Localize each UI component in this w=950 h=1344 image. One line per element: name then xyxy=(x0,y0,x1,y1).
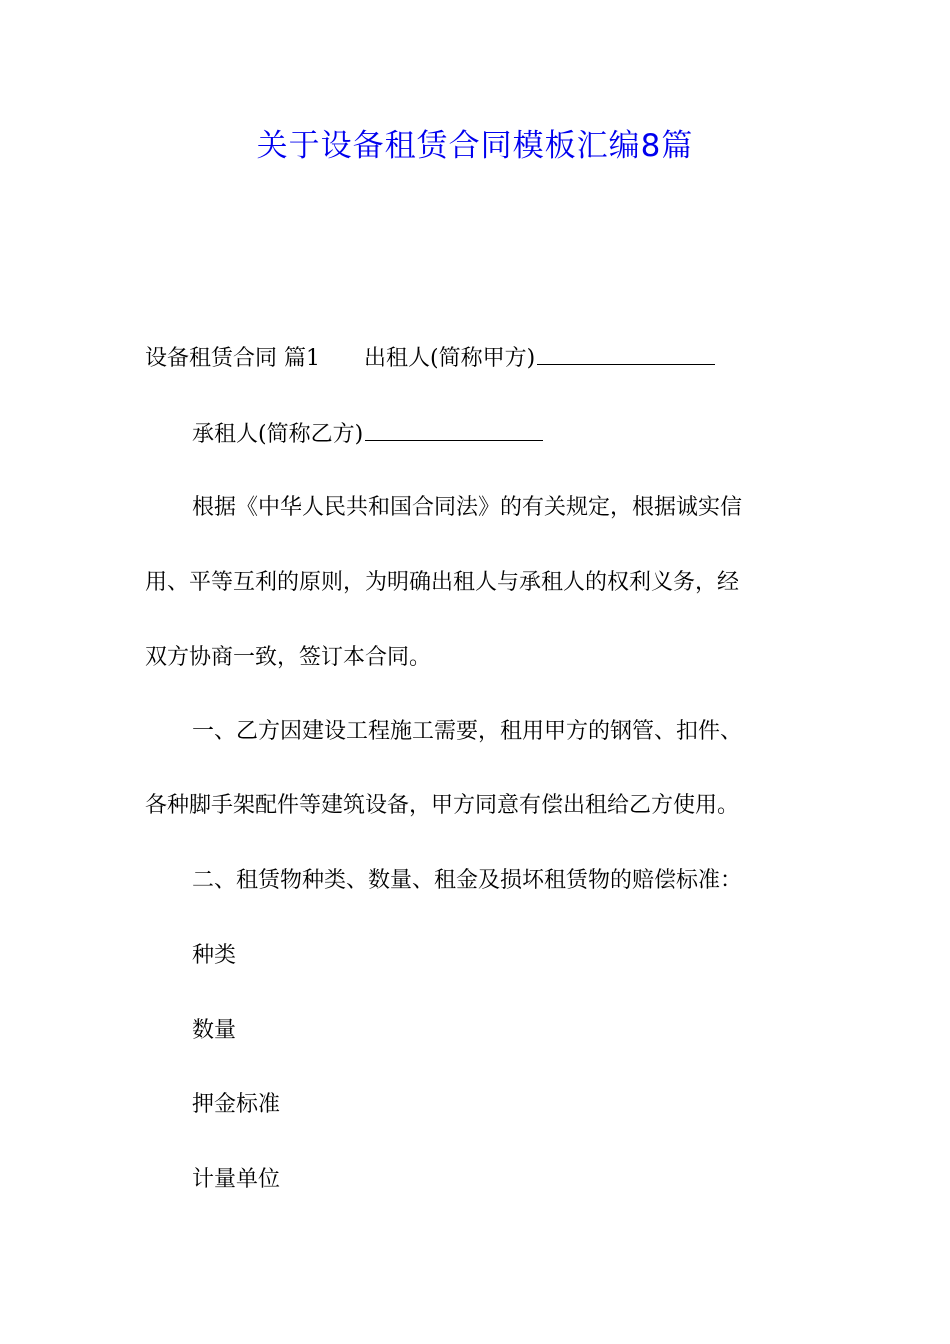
lessor-label: 出租人(简称甲方) xyxy=(364,346,536,371)
lessee-blank xyxy=(365,420,543,441)
list-item: 押金标准 xyxy=(192,1092,281,1117)
heading-line xyxy=(145,344,815,374)
paragraph-line: 二、租赁物种类、数量、租金及损坏租赁物的赔偿标准： xyxy=(192,868,743,893)
contract-heading: 设备租赁合同 篇1 xyxy=(145,346,320,371)
list-item: 种类 xyxy=(192,943,237,968)
paragraph-line: 一、乙方因建设工程施工需要，租用甲方的钢管、扣件、 xyxy=(192,719,743,744)
list-item: 计量单位 xyxy=(192,1167,281,1192)
paragraph-line: 根据《中华人民共和国合同法》的有关规定，根据诚实信 xyxy=(192,495,743,520)
lessor-blank xyxy=(537,344,715,365)
lessee-line xyxy=(192,420,862,450)
document-title: 关于设备租赁合同模板汇编8篇 xyxy=(256,128,694,164)
paragraph-line: 双方协商一致，签订本合同。 xyxy=(145,645,432,670)
paragraph-line: 用、平等互利的原则，为明确出租人与承租人的权利义务，经 xyxy=(145,570,740,595)
paragraph-line: 各种脚手架配件等建筑设备，甲方同意有偿出租给乙方使用。 xyxy=(145,793,740,818)
lessee-label: 承租人(简称乙方) xyxy=(192,422,364,447)
list-item: 数量 xyxy=(192,1018,237,1043)
